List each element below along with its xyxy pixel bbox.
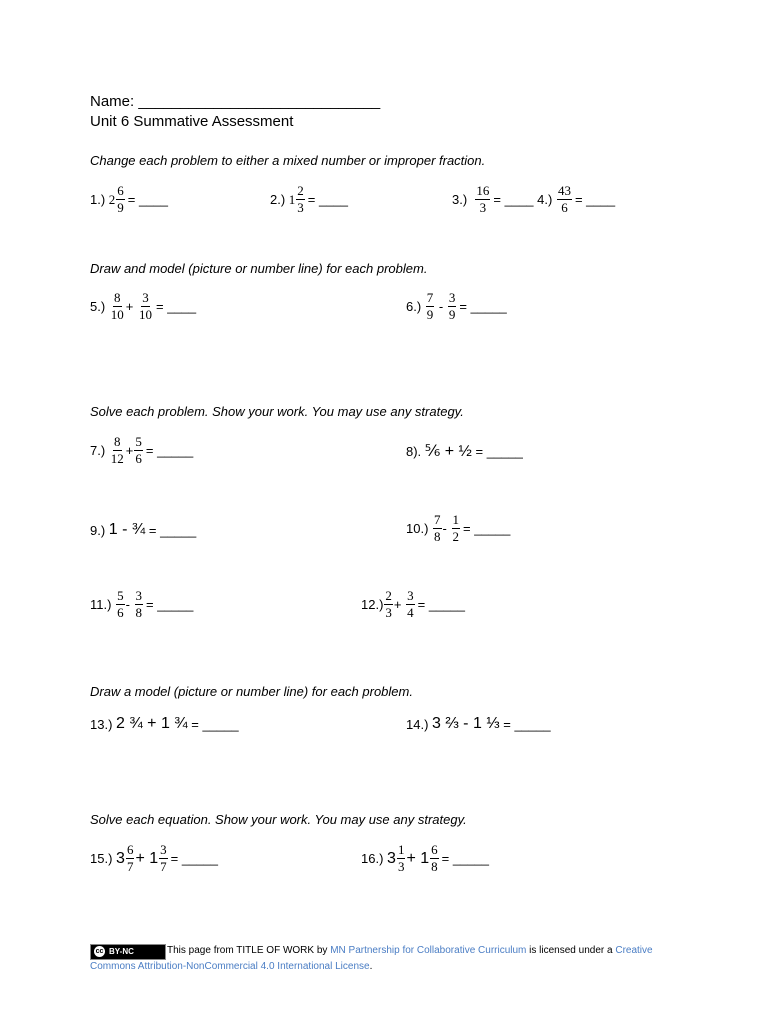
operator: + <box>125 443 134 458</box>
denominator: 3 <box>397 859 405 874</box>
denominator: 8 <box>135 605 143 620</box>
partnership-link[interactable]: MN Partnership for Collaborative Curriculum <box>330 945 527 956</box>
numerator: 6 <box>117 183 124 198</box>
problem-6 <box>406 291 507 322</box>
operator: - <box>442 521 447 536</box>
answer-blank: = _____ <box>148 522 197 538</box>
problem-10 <box>406 513 510 544</box>
problem-label: 13.) <box>90 716 113 732</box>
numerator: 3 <box>448 290 456 305</box>
answer-blank: = _____ <box>170 851 218 866</box>
denominator: 6 <box>561 200 568 215</box>
instruction-3: Solve each problem. Show your work. You may use any strategy. <box>90 404 464 419</box>
footer-text: This page from TITLE OF WORK by <box>167 945 331 956</box>
answer-blank: = _____ <box>441 851 489 866</box>
answer-blank: = _____ <box>475 443 523 459</box>
denominator: 9 <box>426 307 434 322</box>
denominator: 9 <box>448 307 456 322</box>
problem-label: 6.) <box>406 299 422 314</box>
expression: 1 - ¾ <box>108 521 146 538</box>
problem-label: 2.) <box>270 192 286 207</box>
numerator: 3 <box>160 842 167 857</box>
page-title: Unit 6 Summative Assessment <box>90 113 294 130</box>
expression: 3 ⅔ - 1 ⅓ <box>432 715 500 732</box>
problem-label: 8). <box>406 443 422 459</box>
numerator: 2 <box>385 588 392 603</box>
denominator: 8 <box>434 529 441 544</box>
whole-number: 1 <box>288 191 296 207</box>
problem-13 <box>90 715 239 733</box>
denominator: 8 <box>431 859 438 874</box>
denominator: 3 <box>385 605 392 620</box>
expression: 2 ¾ + 1 ¾ <box>116 715 188 732</box>
denominator: 2 <box>452 529 459 544</box>
footer-text: . <box>369 961 373 972</box>
problem-label: 5.) <box>90 299 106 314</box>
fraction <box>110 435 125 466</box>
problem-label: 10.) <box>406 521 429 536</box>
problem-label: 11.) <box>90 597 112 612</box>
answer-blank: = _____ <box>503 716 551 732</box>
numerator: 3 <box>407 588 414 603</box>
problem-label: 1.) <box>90 192 106 207</box>
numerator: 1 <box>452 512 459 527</box>
instruction-5: Solve each equation. Show your work. You may use any strategy. <box>90 812 467 827</box>
problem-label: 9.) <box>90 522 106 538</box>
numerator: 7 <box>426 290 434 305</box>
badge-label: BY-NC <box>109 947 134 956</box>
numerator: 16 <box>476 183 490 198</box>
fraction <box>134 435 143 466</box>
problem-label: 14.) <box>406 716 429 732</box>
problem-label: 7.) <box>90 443 106 458</box>
denominator: 3 <box>297 200 304 215</box>
fraction <box>384 589 393 620</box>
numerator: 1 <box>397 842 405 857</box>
denominator: 6 <box>117 605 124 620</box>
fraction <box>296 184 305 215</box>
operator: - <box>125 597 130 612</box>
instruction-1: Change each problem to either a mixed number or improper fraction. <box>90 153 486 168</box>
numerator: 5 <box>117 588 124 603</box>
license-footer <box>90 944 670 973</box>
problem-2 <box>270 184 348 215</box>
problem-15 <box>90 843 218 874</box>
numerator: 5 <box>135 434 142 449</box>
denominator: 7 <box>160 859 167 874</box>
numerator: 3 <box>142 290 149 305</box>
problem-8 <box>406 441 523 461</box>
problem-16 <box>361 843 489 874</box>
operator: + <box>125 299 134 314</box>
fraction <box>448 291 457 322</box>
instruction-2: Draw and model (picture or number line) for each problem. <box>90 261 428 276</box>
cc-by-nc-badge-icon[interactable]: cc BY-NC <box>90 944 166 960</box>
numerator: 6 <box>126 842 134 857</box>
numerator: 8 <box>114 290 121 305</box>
operator: + 1 <box>406 849 430 867</box>
fraction <box>475 184 490 215</box>
answer-blank: = _____ <box>459 299 507 314</box>
answer-blank: = _____ <box>146 597 194 612</box>
numerator: 7 <box>434 512 441 527</box>
problem-5 <box>90 291 196 322</box>
problem-1 <box>90 184 168 215</box>
whole-number: 3 <box>387 849 396 867</box>
fraction <box>135 589 144 620</box>
answer-blank: = _____ <box>463 521 511 536</box>
problem-label: 4.) <box>537 192 553 207</box>
denominator: 3 <box>479 200 487 215</box>
numerator: 3 <box>135 588 143 603</box>
denominator: 10 <box>110 307 124 322</box>
answer-blank: = _____ <box>191 716 239 732</box>
fraction <box>452 513 461 544</box>
answer-blank: = _____ <box>417 597 465 612</box>
answer-blank: = ____ <box>493 192 534 207</box>
license-link[interactable]: Creative Commons Attribution-NonCommercial 4.0 International License <box>90 945 653 972</box>
fraction <box>110 291 125 322</box>
numerator: 6 <box>431 842 438 857</box>
fraction <box>433 513 442 544</box>
problem-7 <box>90 435 193 466</box>
fraction <box>430 843 439 874</box>
problem-9 <box>90 521 196 539</box>
fraction <box>116 589 125 620</box>
denominator: 12 <box>110 451 124 466</box>
fraction <box>557 184 572 215</box>
denominator: 4 <box>407 605 414 620</box>
fraction <box>126 843 135 874</box>
fraction <box>406 589 415 620</box>
operator: + <box>393 597 402 612</box>
fraction <box>116 184 125 215</box>
numerator: 2 <box>297 183 304 198</box>
problem-label: 16.) <box>361 851 384 866</box>
fraction <box>159 843 168 874</box>
answer-blank: = ____ <box>307 192 348 207</box>
operator: + 1 <box>135 849 159 867</box>
answer-blank: = _____ <box>145 443 194 458</box>
answer-blank: = ____ <box>127 192 168 207</box>
problem-3 <box>452 184 615 215</box>
problem-11 <box>90 589 193 620</box>
footer-text: is licensed under a <box>526 945 616 956</box>
instruction-4: Draw a model (picture or number line) for each problem. <box>90 684 413 699</box>
whole-number: 2 <box>108 191 116 207</box>
numerator: 43 <box>557 183 571 198</box>
whole-number: 3 <box>116 849 125 867</box>
numerator: 8 <box>114 434 121 449</box>
operator: - <box>438 299 444 314</box>
fraction <box>426 291 435 322</box>
expression: ⅚ + ½ <box>424 443 472 460</box>
fraction <box>397 843 406 874</box>
fraction <box>138 291 153 322</box>
problem-12 <box>361 589 465 620</box>
denominator: 10 <box>139 307 153 322</box>
answer-blank: = ____ <box>156 299 197 314</box>
problem-14 <box>406 715 551 733</box>
name-line: Name: _____________________________ <box>90 93 381 110</box>
denominator: 7 <box>126 859 134 874</box>
answer-blank: = ____ <box>574 192 616 207</box>
problem-label: 15.) <box>90 851 113 866</box>
denominator: 9 <box>117 200 124 215</box>
problem-label: 12.) <box>361 597 384 612</box>
problem-label: 3.) <box>452 192 468 207</box>
denominator: 6 <box>135 451 142 466</box>
